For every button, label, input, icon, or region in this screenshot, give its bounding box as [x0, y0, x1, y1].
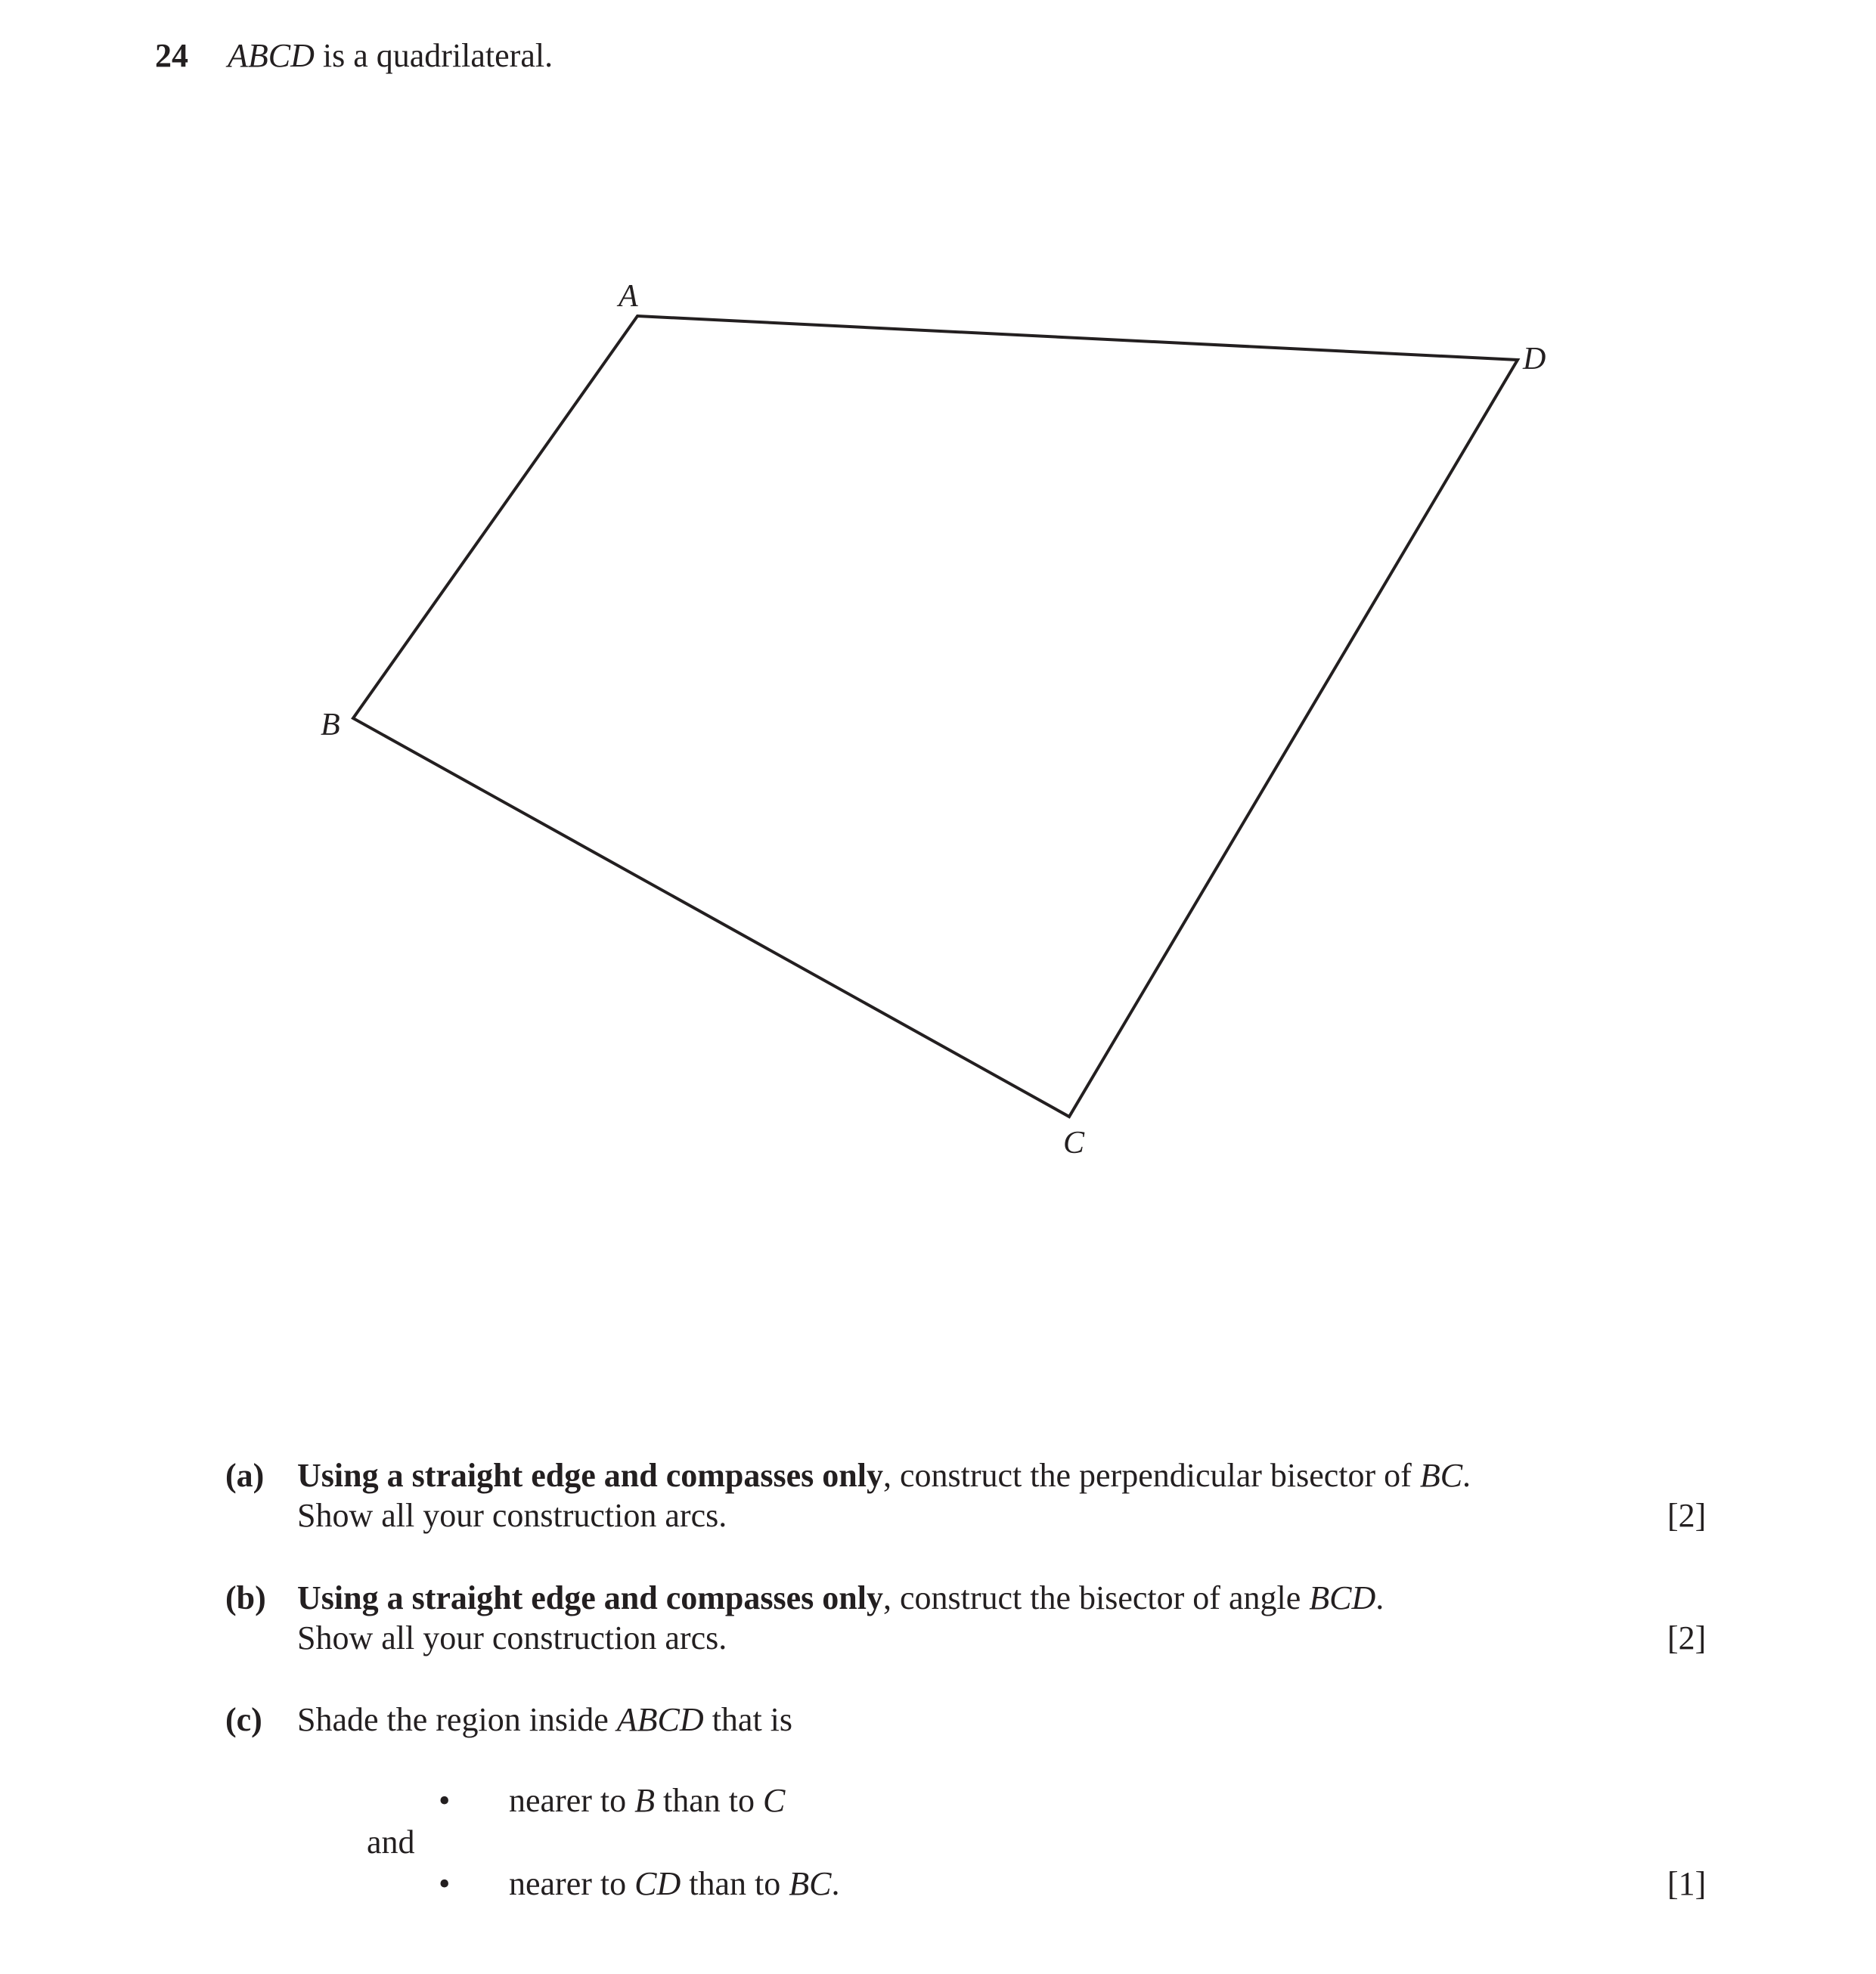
bullet-2-italic-2: BC: [789, 1865, 832, 1902]
bullet-2-text: [509, 1867, 839, 1901]
part-b-line1: [297, 1579, 1385, 1616]
vertex-label-c: C: [1063, 1126, 1085, 1161]
part-c-text: Shade the region inside: [297, 1701, 617, 1738]
bullet-2-mid: than to: [681, 1865, 789, 1902]
part-c-marks: [1]: [1667, 1865, 1707, 1902]
bullet-1-text: [509, 1784, 785, 1818]
vertex-label-a: A: [619, 279, 638, 314]
part-b-line2: Show all your construction arcs.: [297, 1619, 727, 1656]
bullet-1-italic-1: B: [634, 1782, 656, 1819]
part-b-label: (b): [225, 1579, 266, 1616]
question-stem-text: is a quadrilateral.: [314, 37, 553, 74]
bullet-2-post: .: [831, 1865, 840, 1902]
part-a-line1: [297, 1459, 1471, 1492]
part-c-label: (c): [225, 1701, 262, 1738]
part-a-text: , construct the perpendicular bisector of: [882, 1457, 1420, 1494]
vertex-label-b: B: [321, 708, 340, 742]
part-c-end: that is: [703, 1701, 793, 1738]
part-b-italic: BCD: [1309, 1579, 1376, 1616]
quadrilateral-abcd: [353, 316, 1518, 1117]
question-number: 24: [155, 37, 188, 74]
bullet-1-italic-2: C: [763, 1782, 786, 1819]
part-c-line1: [297, 1703, 792, 1737]
part-c-italic: ABCD: [616, 1701, 704, 1738]
part-b-text: , construct the bisector of angle: [882, 1579, 1310, 1616]
question-stem-shape: ABCD: [228, 37, 315, 74]
bullet-1-pre: nearer to: [509, 1782, 635, 1819]
part-b-marks: [2]: [1667, 1619, 1707, 1656]
bullet-2-pre: nearer to: [509, 1865, 635, 1902]
part-a-line2: Show all your construction arcs.: [297, 1497, 727, 1534]
vertex-label-d: D: [1523, 342, 1546, 377]
bullet-2-marker: •: [439, 1865, 451, 1902]
joiner-and: and: [367, 1824, 415, 1861]
part-a-label: (a): [225, 1457, 265, 1494]
part-a-bold: Using a straight edge and compasses only: [297, 1457, 883, 1494]
bullet-1-marker: •: [439, 1782, 451, 1819]
part-b-end: .: [1375, 1579, 1385, 1616]
part-a-end: .: [1462, 1457, 1471, 1494]
part-a-italic: BC: [1419, 1457, 1463, 1494]
part-b-bold: Using a straight edge and compasses only: [297, 1579, 883, 1616]
bullet-2-italic-1: CD: [634, 1865, 681, 1902]
part-a-marks: [2]: [1667, 1497, 1707, 1534]
bullet-1-mid: than to: [655, 1782, 763, 1819]
